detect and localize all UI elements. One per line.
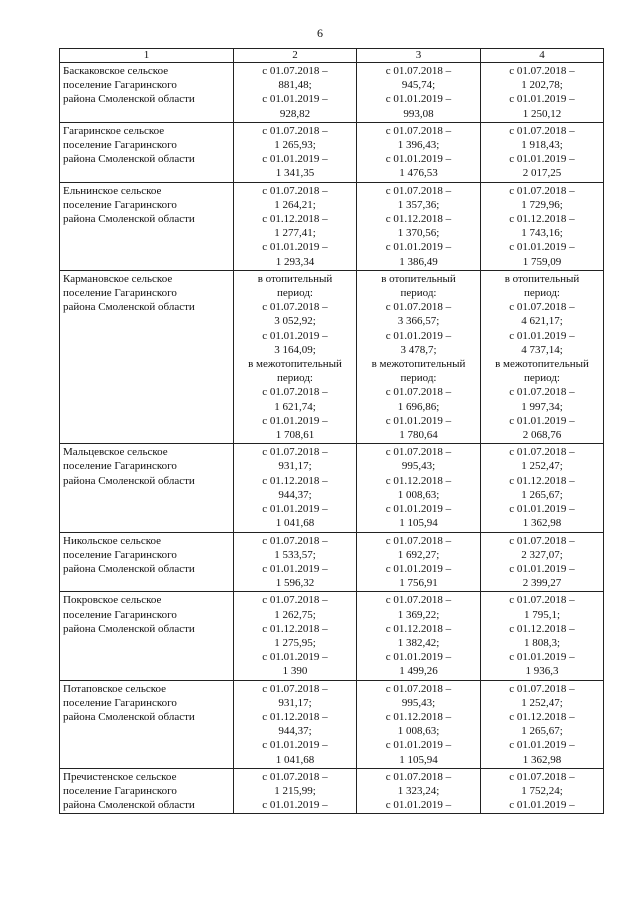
settlement-name-cell xyxy=(60,768,234,814)
cell-line: 1 370,56; xyxy=(397,227,440,240)
cell-line: с 01.07.2018 – xyxy=(385,184,452,197)
cell-line: 1 293,34 xyxy=(275,255,315,268)
cell-line: 1 396,43; xyxy=(397,139,440,152)
cell-line: Ельнинское сельское xyxy=(63,184,162,197)
cell-line: 1 105,94 xyxy=(399,753,438,766)
tariff-cell-col2 xyxy=(234,63,357,123)
cell-line: 1 362,98 xyxy=(522,517,562,530)
tariff-cell-col4 xyxy=(481,592,604,680)
cell-line: района Смоленской области xyxy=(63,710,195,723)
cell-line: 1 621,74; xyxy=(274,400,316,413)
cell-line: поселение Гагаринского xyxy=(63,139,177,152)
tariff-cell-col3 xyxy=(357,63,481,123)
cell-line: 1 780,64 xyxy=(399,429,438,442)
tariff-cell-col3 xyxy=(357,768,481,814)
cell-line: 1 759,09 xyxy=(522,255,562,268)
cell-line: с 01.12.2018 – xyxy=(262,213,328,226)
cell-line: поселение Гагаринского xyxy=(63,79,177,92)
cell-line: 1 752,24; xyxy=(521,784,563,797)
cell-line: в отопительный xyxy=(381,272,456,285)
cell-line: 1 265,67; xyxy=(521,725,563,738)
cell-line: с 01.01.2019 – xyxy=(509,503,575,516)
cell-line: с 01.01.2019 – xyxy=(262,651,328,664)
cell-line: поселение Гагаринского xyxy=(63,198,177,211)
cell-line: с 01.01.2019 – xyxy=(509,153,575,166)
cell-line: с 01.01.2019 – xyxy=(385,739,452,752)
cell-line: 1 476,53 xyxy=(399,167,438,180)
cell-line: поселение Гагаринского xyxy=(63,460,177,473)
header-row xyxy=(60,49,604,63)
cell-line: с 01.07.2018 – xyxy=(385,124,452,137)
cell-line: с 01.07.2018 – xyxy=(385,534,452,547)
tariff-cell-col2 xyxy=(234,182,357,270)
cell-line: с 01.01.2019 – xyxy=(262,241,328,254)
cell-line: с 01.07.2018 – xyxy=(385,386,452,399)
settlement-name-cell xyxy=(60,122,234,182)
table-row xyxy=(60,680,604,768)
cell-line: с 01.07.2018 – xyxy=(509,682,575,695)
cell-line: 2 017,25 xyxy=(522,167,562,180)
cell-line: 1 041,68 xyxy=(275,517,315,530)
cell-line: с 01.07.2018 – xyxy=(262,770,328,783)
cell-line: района Смоленской области xyxy=(63,213,195,226)
cell-line: 1 041,68 xyxy=(275,753,315,766)
cell-line: с 01.01.2019 – xyxy=(385,241,452,254)
cell-line: 3 478,7; xyxy=(400,343,437,356)
cell-line: с 01.12.2018 – xyxy=(509,710,575,723)
tariff-cell-col4 xyxy=(481,680,604,768)
tariff-cell-col2 xyxy=(234,122,357,182)
cell-line: района Смоленской области xyxy=(63,799,195,812)
cell-line: 1 105,94 xyxy=(399,517,438,530)
cell-line: с 01.01.2019 – xyxy=(385,153,452,166)
tariff-cell-col3 xyxy=(357,270,481,443)
cell-line: с 01.01.2019 – xyxy=(509,93,575,106)
cell-line: 1 323,24; xyxy=(397,784,440,797)
cell-line: 1 533,57; xyxy=(274,548,316,561)
tariff-cell-col2 xyxy=(234,768,357,814)
cell-line: с 01.01.2019 – xyxy=(262,799,328,812)
cell-line: 1 369,22; xyxy=(397,608,440,621)
cell-line: с 01.01.2019 – xyxy=(262,739,328,752)
cell-line: 1 008,63; xyxy=(397,488,440,501)
cell-line: в межотопительный xyxy=(495,358,589,371)
cell-line: поселение Гагаринского xyxy=(63,696,177,709)
cell-line: 1 708,61 xyxy=(275,429,315,442)
cell-line: с 01.12.2018 – xyxy=(262,710,328,723)
cell-line: 1 252,47; xyxy=(521,460,563,473)
cell-line: района Смоленской области xyxy=(63,153,195,166)
tariff-cell-col4 xyxy=(481,122,604,182)
cell-line: с 01.01.2019 – xyxy=(262,153,328,166)
cell-line: 1 277,41; xyxy=(274,227,316,240)
cell-line: 1 265,93; xyxy=(274,139,316,152)
cell-line: в межотопительный xyxy=(248,358,342,371)
settlement-name-cell xyxy=(60,680,234,768)
settlement-name-cell xyxy=(60,532,234,592)
cell-line: 944,37; xyxy=(278,488,312,501)
table-row xyxy=(60,63,604,123)
cell-line: поселение Гагаринского xyxy=(63,548,177,561)
cell-line: 1 357,36; xyxy=(397,198,440,211)
cell-line: Никольское сельское xyxy=(63,534,162,547)
cell-line: период: xyxy=(524,287,560,300)
cell-line: Гагаринское сельское xyxy=(63,124,165,137)
tariff-cell-col2 xyxy=(234,532,357,592)
tariff-cell-col4 xyxy=(481,768,604,814)
page-number: 6 xyxy=(317,26,323,40)
cell-line: 1 918,43; xyxy=(521,139,563,152)
cell-line: с 01.01.2019 – xyxy=(509,414,575,427)
cell-line: 1 692,27; xyxy=(397,548,440,561)
cell-line: с 01.01.2019 – xyxy=(509,799,575,812)
table-row xyxy=(60,592,604,680)
cell-line: с 01.01.2019 – xyxy=(509,651,575,664)
cell-line: 1 265,67; xyxy=(521,488,563,501)
cell-line: с 01.12.2018 – xyxy=(509,622,575,635)
cell-line: 1 997,34; xyxy=(521,400,563,413)
cell-line: с 01.07.2018 – xyxy=(262,301,328,314)
cell-line: 995,43; xyxy=(401,460,436,473)
table-row xyxy=(60,270,604,443)
cell-line: 931,17; xyxy=(278,460,312,473)
cell-line: 881,48; xyxy=(278,79,312,92)
cell-line: 1 215,99; xyxy=(274,784,316,797)
settlement-name-cell xyxy=(60,444,234,532)
cell-line: с 01.01.2019 – xyxy=(385,329,452,342)
cell-line: района Смоленской области xyxy=(63,562,195,575)
cell-line: с 01.07.2018 – xyxy=(262,534,328,547)
cell-line: с 01.12.2018 – xyxy=(509,474,575,487)
cell-line: с 01.12.2018 – xyxy=(509,213,575,226)
cell-line: с 01.07.2018 – xyxy=(262,386,328,399)
tariff-cell-col4 xyxy=(481,63,604,123)
cell-line: с 01.07.2018 – xyxy=(262,65,328,77)
cell-line: с 01.07.2018 – xyxy=(262,184,328,197)
table-row xyxy=(60,768,604,814)
cell-line: 1 382,42; xyxy=(397,636,440,649)
settlement-name-cell xyxy=(60,182,234,270)
tariff-cell-col2 xyxy=(234,444,357,532)
cell-line: период: xyxy=(277,287,313,300)
column-header: 2 xyxy=(234,49,357,63)
cell-line: период: xyxy=(524,372,560,385)
cell-line: в отопительный xyxy=(257,272,333,285)
tariff-cell-col3 xyxy=(357,532,481,592)
cell-line: района Смоленской области xyxy=(63,622,195,635)
tariff-cell-col4 xyxy=(481,444,604,532)
cell-line: с 01.01.2019 – xyxy=(385,503,452,516)
table-row xyxy=(60,182,604,270)
cell-line: с 01.07.2018 – xyxy=(509,65,575,77)
settlement-name-cell xyxy=(60,63,234,123)
cell-line: 1 696,86; xyxy=(397,400,440,413)
cell-line: с 01.01.2019 – xyxy=(262,414,328,427)
cell-line: с 01.01.2019 – xyxy=(509,329,575,342)
cell-line: в отопительный xyxy=(504,272,580,285)
cell-line: с 01.01.2019 – xyxy=(509,562,575,575)
tariff-cell-col2 xyxy=(234,680,357,768)
cell-line: района Смоленской области xyxy=(63,93,195,106)
cell-line: с 01.12.2018 – xyxy=(385,213,452,226)
tariff-table xyxy=(59,48,604,814)
cell-line: с 01.07.2018 – xyxy=(385,446,452,459)
table-row xyxy=(60,122,604,182)
cell-line: 1 756,91 xyxy=(399,577,438,590)
settlement-name-cell xyxy=(60,592,234,680)
cell-line: 1 743,16; xyxy=(521,227,563,240)
cell-line: с 01.01.2019 – xyxy=(262,503,328,516)
cell-line: района Смоленской области xyxy=(63,474,195,487)
cell-line: 1 795,1; xyxy=(523,608,561,621)
cell-line: 1 499,26 xyxy=(399,665,438,678)
cell-line: поселение Гагаринского xyxy=(63,287,177,300)
cell-line: с 01.01.2019 – xyxy=(509,241,575,254)
cell-line: с 01.07.2018 – xyxy=(509,770,575,783)
cell-line: 1 262,75; xyxy=(274,608,316,621)
cell-line: с 01.07.2018 – xyxy=(385,301,452,314)
cell-line: с 01.12.2018 – xyxy=(385,710,452,723)
column-header: 3 xyxy=(357,49,481,63)
tariff-cell-col2 xyxy=(234,270,357,443)
cell-line: 3 052,92; xyxy=(274,315,316,328)
cell-line: с 01.07.2018 – xyxy=(385,65,452,77)
cell-line: с 01.01.2019 – xyxy=(385,414,452,427)
cell-line: поселение Гагаринского xyxy=(63,784,177,797)
tariff-cell-col3 xyxy=(357,182,481,270)
cell-line: с 01.07.2018 – xyxy=(509,184,575,197)
tariff-cell-col4 xyxy=(481,182,604,270)
cell-line: с 01.12.2018 – xyxy=(385,474,452,487)
cell-line: Кармановское сельское xyxy=(63,272,173,285)
cell-line: района Смоленской области xyxy=(63,301,195,314)
tariff-cell-col3 xyxy=(357,680,481,768)
cell-line: 1 264,21; xyxy=(274,198,316,211)
cell-line: с 01.07.2018 – xyxy=(509,386,575,399)
tariff-cell-col4 xyxy=(481,532,604,592)
cell-line: с 01.07.2018 – xyxy=(262,682,328,695)
cell-line: Баскаковское сельское xyxy=(63,65,169,77)
cell-line: 1 250,12 xyxy=(522,107,562,120)
cell-line: 1 202,78; xyxy=(521,79,563,92)
cell-line: период: xyxy=(400,372,437,385)
cell-line: с 01.07.2018 – xyxy=(509,534,575,547)
cell-line: с 01.07.2018 – xyxy=(509,594,575,607)
cell-line: 1 936,3 xyxy=(525,665,559,678)
cell-line: Пречистенское сельское xyxy=(63,770,177,783)
cell-line: 1 596,32 xyxy=(275,577,315,590)
cell-line: 1 390 xyxy=(282,665,308,678)
cell-line: 3 366,57; xyxy=(397,315,440,328)
settlement-name-cell xyxy=(60,270,234,443)
cell-line: 944,37; xyxy=(278,725,312,738)
cell-line: с 01.01.2019 – xyxy=(262,329,328,342)
cell-line: в межотопительный xyxy=(371,358,466,371)
tariff-cell-col3 xyxy=(357,122,481,182)
cell-line: с 01.07.2018 – xyxy=(385,682,452,695)
cell-line: 945,74; xyxy=(401,79,436,92)
table-row xyxy=(60,532,604,592)
cell-line: 1 275,95; xyxy=(274,636,316,649)
cell-line: с 01.07.2018 – xyxy=(385,594,452,607)
cell-line: 1 252,47; xyxy=(521,696,563,709)
cell-line: 1 808,3; xyxy=(523,636,561,649)
cell-line: 4 621,17; xyxy=(521,315,563,328)
cell-line: 993,08 xyxy=(403,107,434,120)
cell-line: поселение Гагаринского xyxy=(63,608,177,621)
cell-line: с 01.07.2018 – xyxy=(385,770,452,783)
cell-line: с 01.01.2019 – xyxy=(385,799,452,812)
tariff-cell-col2 xyxy=(234,592,357,680)
cell-line: с 01.07.2018 – xyxy=(262,446,328,459)
cell-line: с 01.12.2018 – xyxy=(262,474,328,487)
cell-line: 2 399,27 xyxy=(522,577,562,590)
tariff-cell-col3 xyxy=(357,444,481,532)
cell-line: 3 164,09; xyxy=(274,343,316,356)
cell-line: с 01.07.2018 – xyxy=(262,124,328,137)
cell-line: Мальцевское сельское xyxy=(63,446,168,459)
cell-line: с 01.01.2019 – xyxy=(509,739,575,752)
cell-line: с 01.01.2019 – xyxy=(262,562,328,575)
cell-line: Потаповское сельское xyxy=(63,682,167,695)
cell-line: 1 008,63; xyxy=(397,725,440,738)
cell-line: с 01.07.2018 – xyxy=(262,594,328,607)
column-header: 1 xyxy=(60,49,234,63)
cell-line: 928,82 xyxy=(279,107,311,120)
cell-line: период: xyxy=(277,372,313,385)
cell-line: с 01.07.2018 – xyxy=(509,446,575,459)
table-row xyxy=(60,444,604,532)
cell-line: с 01.01.2019 – xyxy=(385,93,452,106)
cell-line: с 01.07.2018 – xyxy=(509,301,575,314)
cell-line: с 01.12.2018 – xyxy=(262,622,328,635)
cell-line: с 01.07.2018 – xyxy=(509,124,575,137)
cell-line: 931,17; xyxy=(278,696,312,709)
tariff-cell-col3 xyxy=(357,592,481,680)
cell-line: 2 068,76 xyxy=(522,429,562,442)
cell-line: период: xyxy=(400,287,437,300)
column-header: 4 xyxy=(481,49,604,63)
cell-line: Покровское сельское xyxy=(63,594,162,607)
tariff-cell-col4 xyxy=(481,270,604,443)
cell-line: 4 737,14; xyxy=(521,343,563,356)
cell-line: 1 386,49 xyxy=(399,255,438,268)
cell-line: 1 362,98 xyxy=(522,753,562,766)
cell-line: 1 729,96; xyxy=(521,198,563,211)
cell-line: с 01.01.2019 – xyxy=(262,93,328,106)
cell-line: с 01.01.2019 – xyxy=(385,562,452,575)
cell-line: 1 341,35 xyxy=(275,167,315,180)
cell-line: с 01.12.2018 – xyxy=(385,622,452,635)
cell-line: 2 327,07; xyxy=(521,548,563,561)
cell-line: с 01.01.2019 – xyxy=(385,651,452,664)
cell-line: 995,43; xyxy=(401,696,436,709)
